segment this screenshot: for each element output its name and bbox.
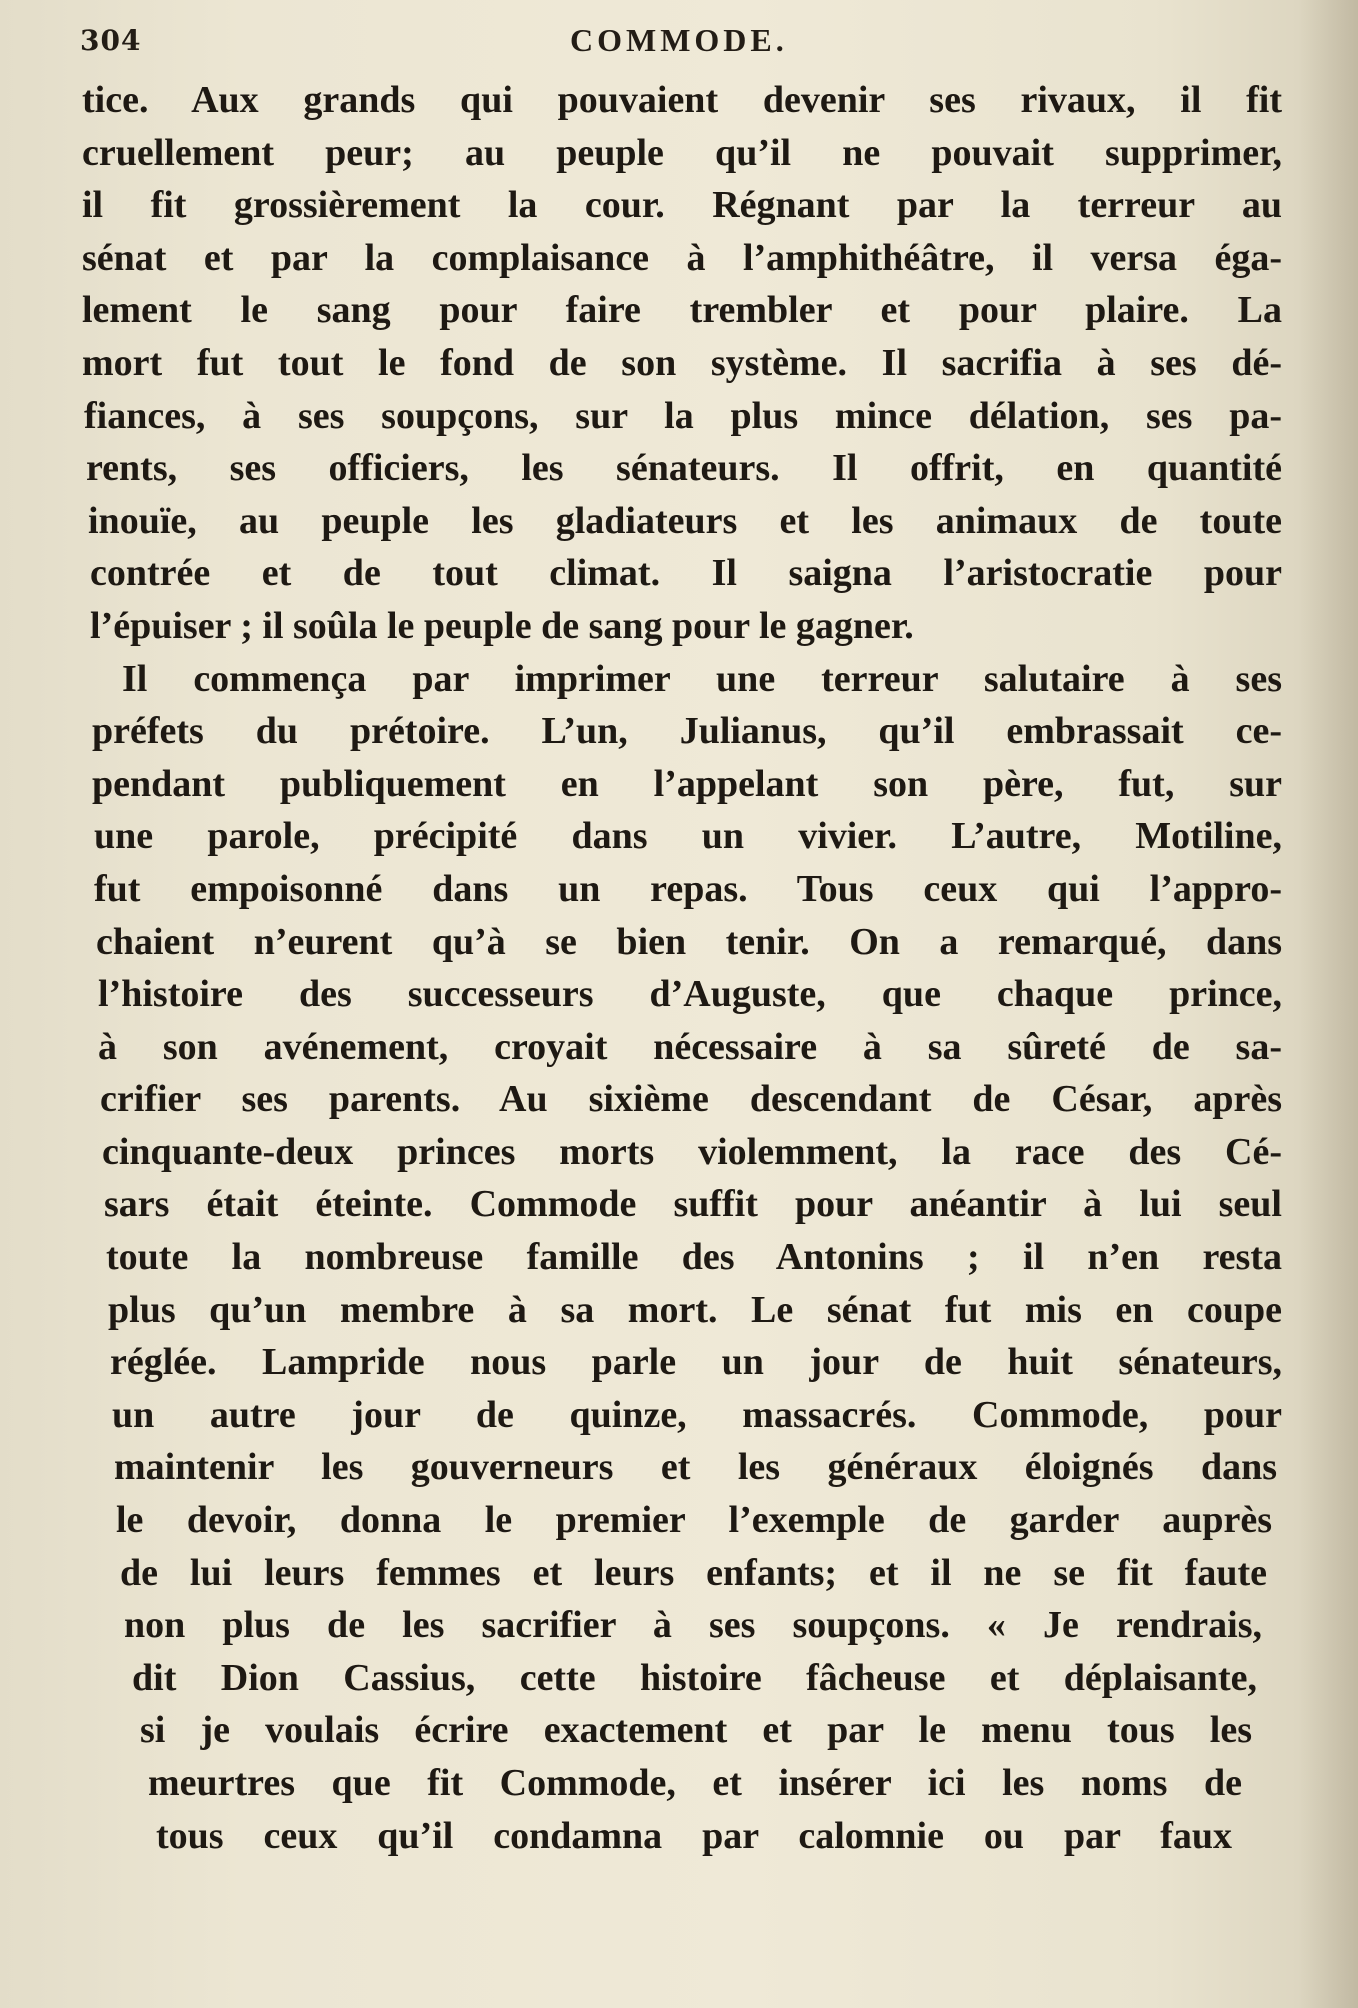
text-line: lement le sang pour faire trembler et pour plaire. La xyxy=(82,289,1282,332)
text-body xyxy=(82,74,1307,1862)
text-line: à son avénement, croyait nécessaire à sa sûreté de sa- xyxy=(98,1025,1282,1068)
text-line: si je voulais écrire exactement et par le menu tous les xyxy=(140,1709,1252,1752)
text-line: pendant publiquement en l’appelant son père, fut, sur xyxy=(92,762,1282,805)
text-line: réglée. Lampride nous parle un jour de huit sénateurs, xyxy=(110,1341,1282,1384)
text-line: tice. Aux grands qui pouvaient devenir ses rivaux, il fit xyxy=(82,79,1282,121)
text-line: il fit grossièrement la cour. Régnant par la terreur au xyxy=(82,184,1282,227)
text-line: contrée et de tout climat. Il saigna l’aristocratie pour xyxy=(90,552,1282,595)
text-line: le devoir, donna le premier l’exemple de garder auprès xyxy=(116,1499,1272,1542)
text-line: cruellement peur; au peuple qu’il ne pouvait supprimer, xyxy=(82,131,1282,174)
text-line: fiances, à ses soupçons, sur la plus mince délation, ses pa- xyxy=(84,394,1282,437)
text-line: cinquante-deux princes morts violemment, la race des Cé- xyxy=(102,1130,1282,1173)
text-line: de lui leurs femmes et leurs enfants; et il ne se fit faute xyxy=(120,1551,1267,1594)
text-line: l’histoire des successeurs d’Auguste, que chaque prince, xyxy=(98,973,1282,1016)
text-line: crifier ses parents. Au sixième descendant de César, après xyxy=(100,1078,1282,1121)
page-number: 304 xyxy=(80,24,142,57)
text-line: préfets du prétoire. L’un, Julianus, qu’il embrassait ce- xyxy=(92,710,1282,753)
text-line: mort fut tout le fond de son système. Il sacrifia à ses dé- xyxy=(82,341,1282,384)
text-line: meurtres que fit Commode, et insérer ici les noms de xyxy=(148,1762,1242,1804)
running-head: COMMODE. xyxy=(570,22,788,58)
text-line: chaient n’eurent qu’à se bien tenir. On a remarqué, dans xyxy=(96,920,1282,963)
text-line: un autre jour de quinze, massacrés. Commode, pour xyxy=(112,1393,1282,1436)
text-line: une parole, précipité dans un vivier. L’autre, Motiline, xyxy=(94,815,1282,858)
text-line: sars était éteinte. Commode suffit pour anéantir à lui seul xyxy=(104,1183,1282,1226)
text-line: maintenir les gouverneurs et les généraux éloignés dans xyxy=(114,1446,1277,1489)
text-line: plus qu’un membre à sa mort. Le sénat fut mis en coupe xyxy=(108,1288,1282,1331)
page-header xyxy=(80,18,1280,58)
text-line: tous ceux qu’il condamna par calomnie ou par faux xyxy=(156,1814,1232,1857)
text-line: toute la nombreuse famille des Antonins ; il n’en resta xyxy=(106,1236,1282,1279)
text-line: fut empoisonné dans un repas. Tous ceux qui l’appro- xyxy=(94,867,1282,910)
text-line: inouïe, au peuple les gladiateurs et les animaux de toute xyxy=(88,499,1282,542)
text-line: dit Dion Cassius, cette histoire fâcheuse et déplaisante, xyxy=(132,1656,1257,1699)
text-line: l’épuiser ; il soûla le peuple de sang pour le gagner. xyxy=(90,604,914,647)
text-line: non plus de les sacrifier à ses soupçons. « Je rendrais, xyxy=(124,1604,1262,1647)
text-line: Il commença par imprimer une terreur salutaire à ses xyxy=(122,657,1282,700)
text-line: rents, ses officiers, les sénateurs. Il offrit, en quantité xyxy=(86,447,1282,490)
text-line: sénat et par la complaisance à l’amphithéâtre, il versa éga- xyxy=(82,236,1282,279)
